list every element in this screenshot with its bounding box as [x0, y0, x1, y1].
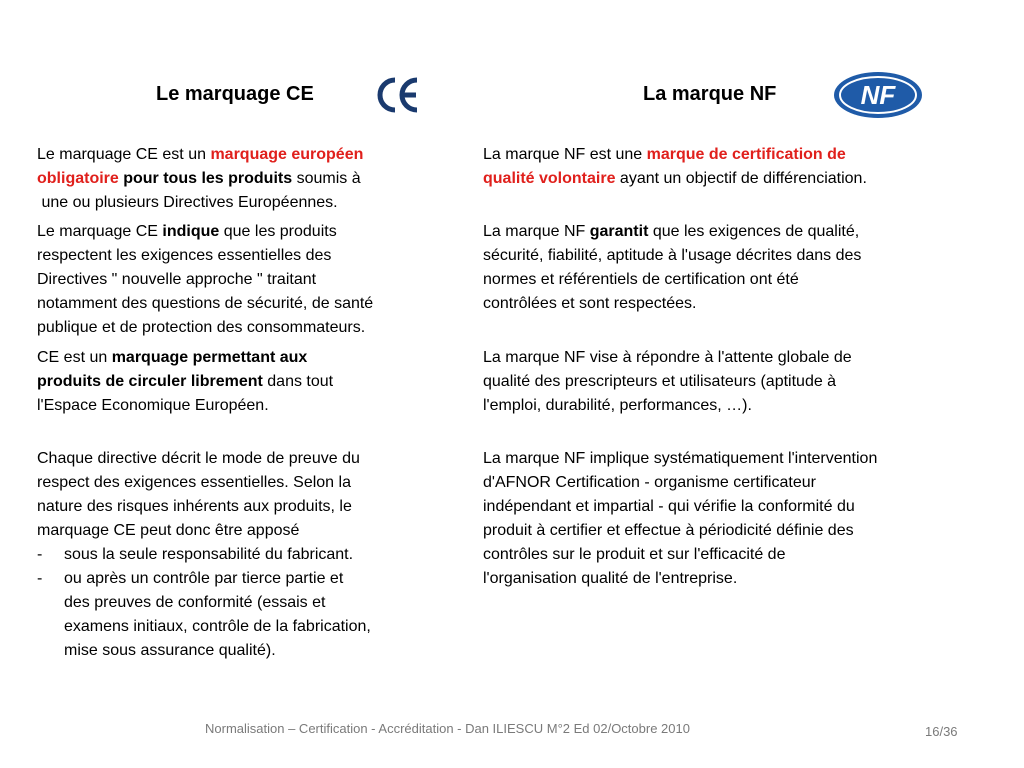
footer-text: Normalisation – Certification - Accréditation - Dan ILIESCU M°2 Ed 02/Octobre 2010 — [205, 721, 690, 736]
page-number: 16/36 — [925, 724, 958, 739]
nf-mark-logo-icon — [831, 69, 925, 121]
ce-paragraph-2: Le marquage CE indique que les produits respectent les exigences essentielles des Directives " nouvelle approche " traitant notamment des questions de sécurité, de santé publique et de protection des consommateurs. — [37, 223, 374, 336]
ce-paragraph-3: CE est un marquage permettant aux produits de circuler librement dans tout l'Espace Economique Européen. — [37, 349, 334, 414]
nf-paragraph-4: La marque NF implique systématiquement l'intervention d'AFNOR Certification - organisme certificateur indépendant et impartial - qui vérifie la conformité du produit à certifier et effectue à périodicité définie des contrôles sur le produit et sur l'efficacité de l'organisation qualité de l'entreprise. — [483, 450, 878, 587]
bullet-item: - sous la seule responsabilité du fabricant. — [37, 546, 354, 563]
nf-logo-text: NF — [860, 80, 896, 110]
ce-paragraph-4: Chaque directive décrit le mode de preuve du respect des exigences essentielles. Selon la nature des risques inhérents aux produits, le marquage CE peut donc être apposé - sous la seule responsabilité du fabricant. - ou après un contrôle par tierce partie et des preuves de conformité (essais et examens initiaux, contrôle de la fabrication, mise sous assurance qualité). — [37, 447, 467, 663]
ce-heading: Le marquage CE — [156, 83, 314, 105]
ce-paragraph-1: Le marquage CE est un marquage européen obligatoire pour tous les produits soumis à une ou plusieurs Directives Européennes. — [37, 146, 364, 211]
nf-paragraph-1: La marque NF est une marque de certification de qualité volontaire ayant un objectif de différenciation. — [483, 146, 867, 187]
ce-mark-logo-icon — [373, 74, 425, 116]
nf-paragraph-2: La marque NF garantit que les exigences de qualité, sécurité, fiabilité, aptitude à l'usage décrites dans des normes et référentiels de certification ont été contrôlées et sont respectées. — [483, 223, 862, 312]
bullet-item: - ou après un contrôle par tierce partie et — [37, 570, 344, 587]
nf-paragraph-3: La marque NF vise à répondre à l'attente globale de qualité des prescripteurs et utilisateurs (aptitude à l'emploi, durabilité, performances, …). — [483, 349, 852, 414]
nf-heading: La marque NF — [643, 83, 777, 105]
